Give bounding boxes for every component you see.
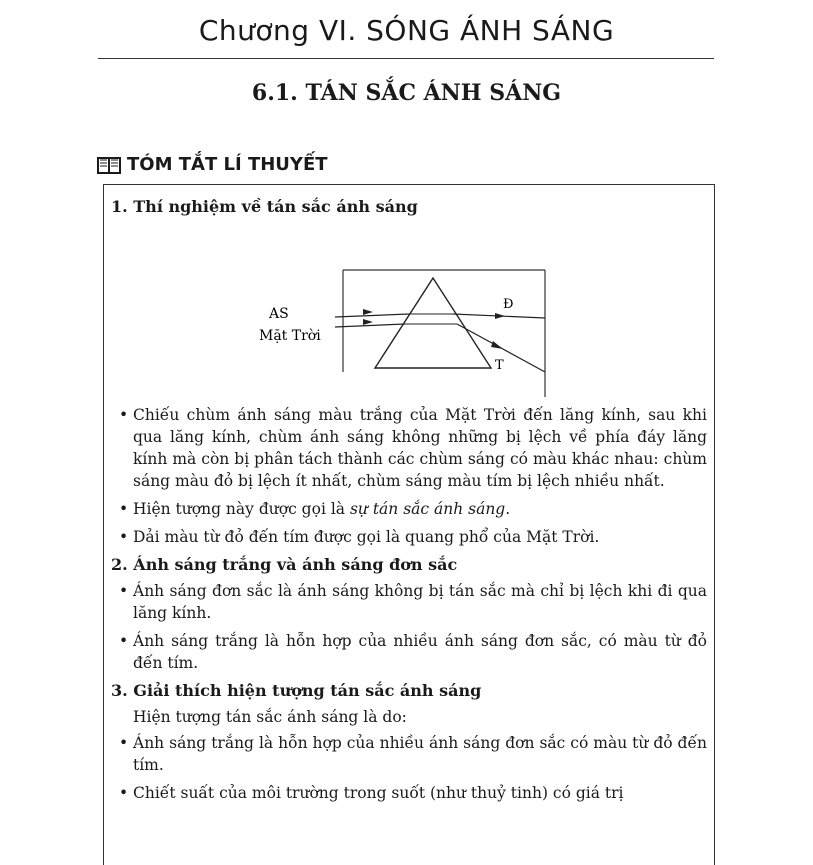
heading-section-2: 2. Ánh sáng trắng và ánh sáng đơn sắc	[111, 555, 458, 574]
chapter-title: Chương VI. SÓNG ÁNH SÁNG	[198, 14, 615, 47]
list-item: • Dải màu từ đỏ đến tím được gọi là quang phổ của Mặt Trời.	[111, 526, 707, 548]
heading-section-1: 1. Thí nghiệm về tán sắc ánh sáng	[111, 197, 418, 216]
list-item: • Chiếu chùm ánh sáng màu trắng của Mặt Trời đến lăng kính, sau khi qua lăng kính, chùm ánh sáng không những bị lệch về phía đáy lăng kính mà còn bị phân tách thành các chùm sáng có màu khác nhau: chùm sáng màu đỏ bị lệch ít nhất, chùm sáng màu tím bị lệch nhiều nhất.	[111, 404, 707, 492]
heading-section-3: 3. Giải thích hiện tượng tán sắc ánh sáng	[111, 681, 482, 700]
section-title: 6.1. TÁN SẮC ÁNH SÁNG	[251, 80, 562, 106]
label-red: Đ	[503, 297, 514, 312]
summary-heading	[97, 154, 328, 175]
list-item: • Hiện tượng này được gọi là sự tán sắc ánh sáng.	[111, 498, 707, 520]
chapter-divider	[98, 58, 714, 59]
book-icon	[97, 155, 121, 175]
label-violet: T	[495, 358, 504, 373]
section-1-bullets	[111, 404, 707, 548]
section-2-bullets	[111, 580, 707, 674]
section-3-bullets	[111, 732, 707, 804]
prism-shape	[375, 278, 491, 368]
label-as: AS	[269, 306, 289, 322]
label-sun: Mặt Trời	[259, 328, 321, 344]
theory-content	[111, 196, 707, 810]
section-3-intro: Hiện tượng tán sắc ánh sáng là do:	[133, 708, 407, 726]
prism-diagram	[111, 222, 707, 398]
term-dispersion: sự tán sắc ánh sáng	[349, 500, 506, 518]
list-item: • Chiết suất của môi trường trong suốt (như thuỷ tinh) có giá trị	[111, 782, 707, 804]
list-item: • Ánh sáng đơn sắc là ánh sáng không bị tán sắc mà chỉ bị lệch khi đi qua lăng kính.	[111, 580, 707, 624]
prism-figure	[111, 222, 707, 398]
list-item: • Ánh sáng trắng là hỗn hợp của nhiều ánh sáng đơn sắc có màu từ đỏ đến tím.	[111, 732, 707, 776]
list-item: • Ánh sáng trắng là hỗn hợp của nhiều ánh sáng đơn sắc, có màu từ đỏ đến tím.	[111, 630, 707, 674]
summary-heading-text: TÓM TẮT LÍ THUYẾT	[127, 154, 328, 175]
